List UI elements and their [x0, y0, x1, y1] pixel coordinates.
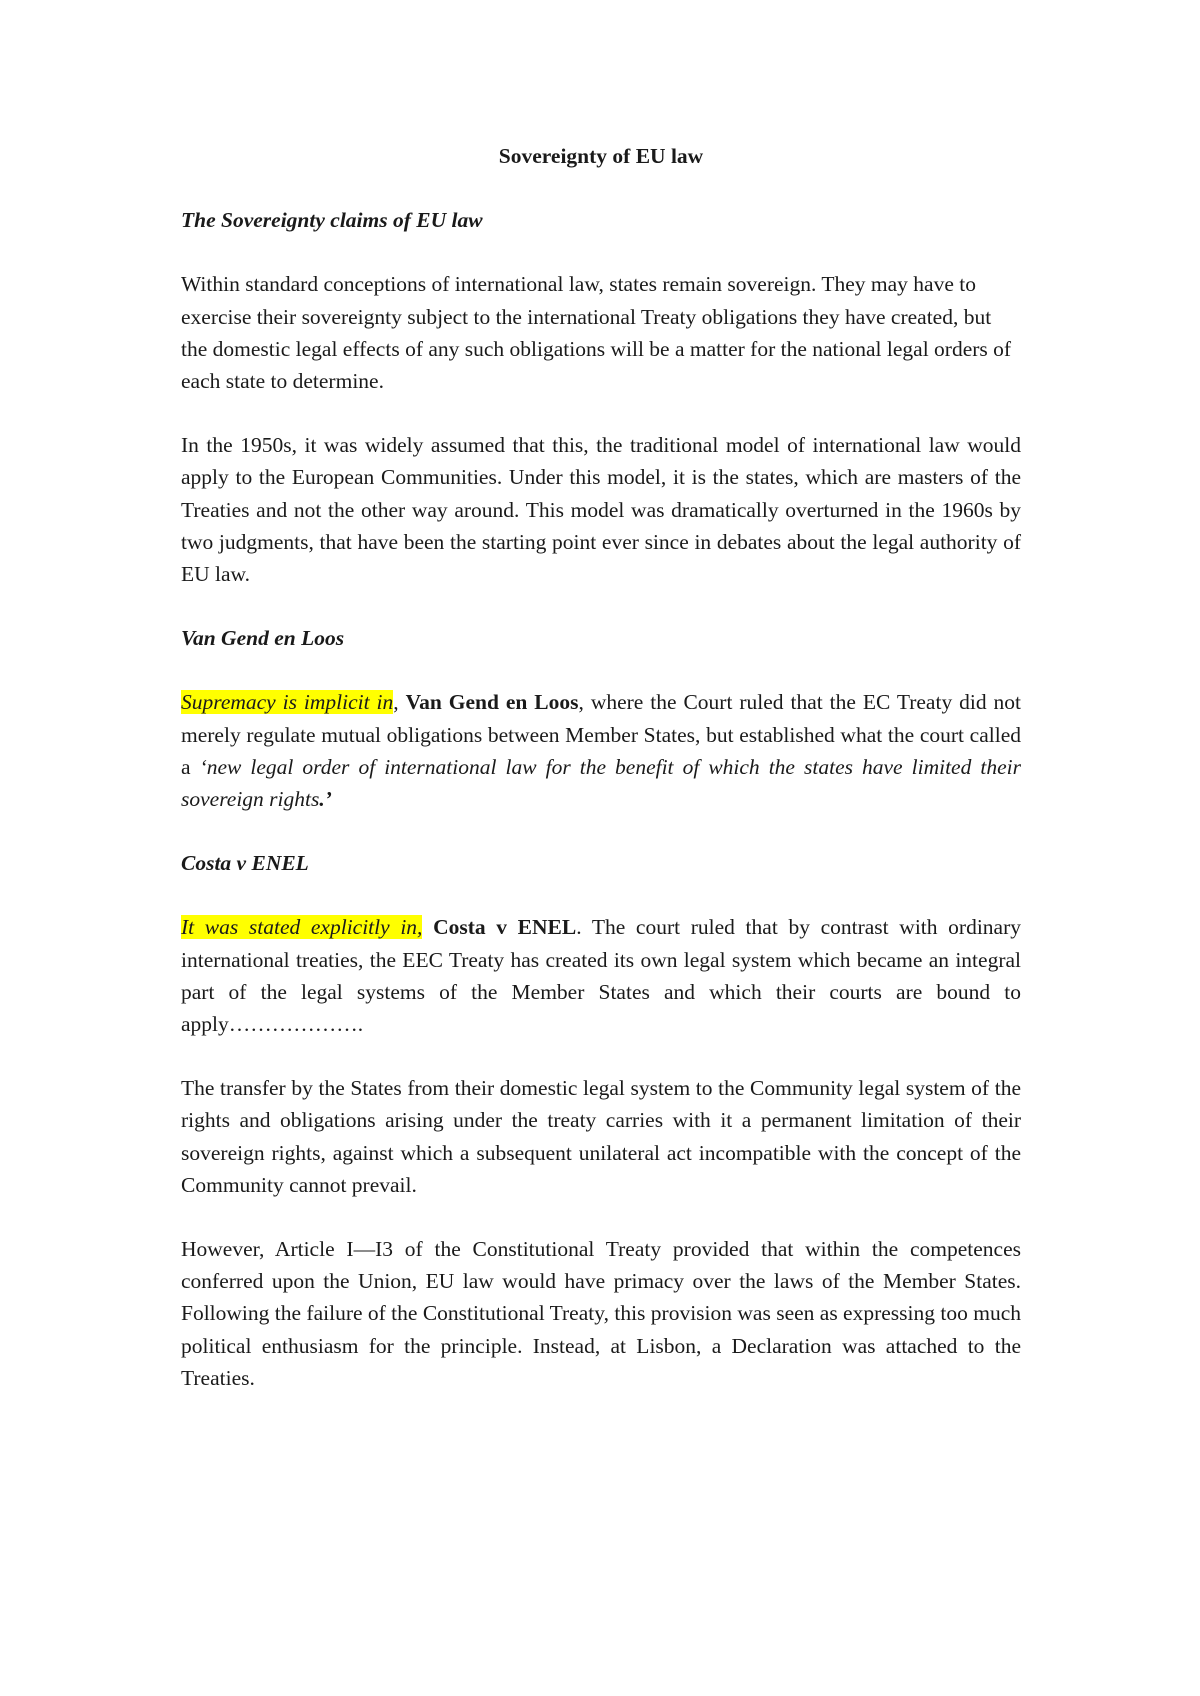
- document-title: Sovereignty of EU law: [498, 144, 704, 168]
- section-heading-costa-v-enel: Costa v ENEL: [181, 851, 309, 876]
- van-gend-quote: ‘new legal order of international law for the benefit of which the states have limited their sovereign rights: [181, 754, 1021, 812]
- case-name-van-gend-en-loos: Van Gend en Loos: [405, 690, 579, 715]
- paragraph-standard-conceptions: Within standard conceptions of international law, states remain sovereign. They may have to exercise their sovereignty subject to the international Treaty obligations they have created, but the domestic legal effects of any such obligations will be a matter for the national legal orders of each state to determine.: [181, 272, 1012, 394]
- section-heading-van-gend-en-loos: Van Gend en Loos: [181, 626, 345, 651]
- paragraph-costa-v-enel: [181, 911, 1021, 1040]
- van-gend-quote-end: .’: [319, 787, 332, 812]
- paragraph-constitutional-treaty: However, Article I—I3 of the Constitutional Treaty provided that within the competences conferred upon the Union, EU law would have primacy over the laws of the Member States. Following the failure of the Constitutional Treaty, this provision was seen as expressing too much political enthusiasm for the principle. Instead, at Lisbon, a Declaration was attached to the Treaties.: [181, 1237, 1022, 1390]
- paragraph-van-gend-en-loos: [181, 686, 1021, 815]
- van-gend-body-text: , where the Court ruled that the EC Treaty did not merely regulate mutual obligations between Member States, but established what the court called a: [181, 690, 1021, 779]
- highlight-stated-explicitly: It was stated explicitly in,: [181, 915, 423, 940]
- highlight-supremacy-implicit: Supremacy is implicit in: [181, 690, 394, 715]
- paragraph-1950s-model: In the 1950s, it was widely assumed that this, the traditional model of international law would apply to the European Communities. Under this model, it is the states, which are masters of the Treaties and not the other way around. This model was dramatically overturned in the 1960s by two judgments, that have been the starting point ever since in debates about the legal authority of EU law.: [181, 433, 1021, 587]
- costa-body-text: . The court ruled that by contrast with ordinary international treaties, the EEC Treaty has created its own legal system which became an integral part of the legal systems of the Member States and which their courts are bound to apply……………….: [181, 915, 1021, 1037]
- case-name-costa-v-enel: Costa v ENEL: [433, 915, 577, 940]
- document-body: [181, 140, 1021, 1426]
- section-heading-sovereignty-claims: The Sovereignty claims of EU law: [181, 208, 483, 233]
- paragraph-transfer-by-states: The transfer by the States from their domestic legal system to the Community legal system of the rights and obligations arising under the treaty carries with it a permanent limitation of their sovereign rights, against which a subsequent unilateral act incompatible with the concept of the Community cannot prevail.: [181, 1076, 1021, 1197]
- comma-text: ,: [393, 690, 406, 715]
